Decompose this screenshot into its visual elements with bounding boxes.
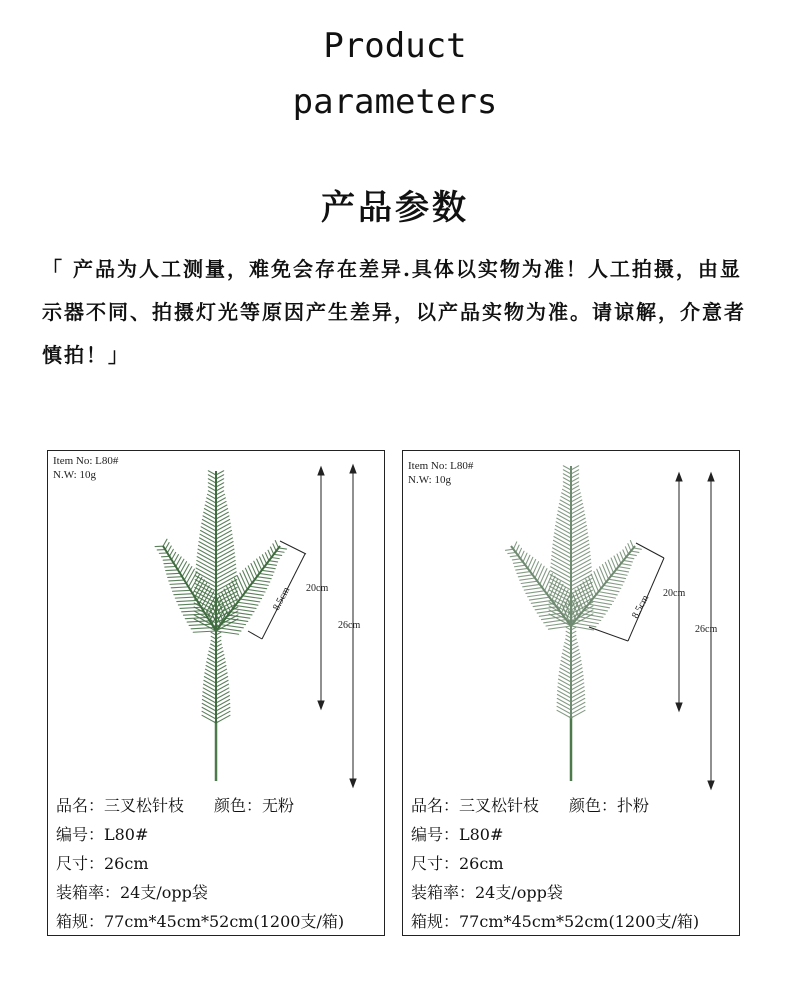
spec-carton: 箱规：77cm*45cm*52cm(1200支/箱) bbox=[411, 912, 700, 931]
item-info bbox=[53, 454, 118, 482]
pine-branch-image bbox=[505, 466, 641, 781]
product-card-left bbox=[47, 450, 385, 936]
title-english-line1: Product bbox=[323, 26, 467, 66]
spec-list bbox=[56, 791, 386, 936]
title-chinese: 产品参数 bbox=[321, 188, 469, 228]
pine-branch-image bbox=[155, 471, 286, 781]
spec-packing: 装箱率：24支/opp袋 bbox=[56, 883, 208, 902]
spec-name-color-row bbox=[411, 791, 741, 820]
item-info bbox=[408, 459, 473, 487]
dimension-branch-line bbox=[248, 541, 306, 639]
spec-color: 颜色：扑粉 bbox=[569, 796, 650, 815]
spec-size: 尺寸：26cm bbox=[411, 854, 504, 873]
dimension-branch-label: 8.5cm bbox=[270, 585, 293, 613]
title-english-line2: parameters bbox=[292, 82, 498, 122]
dimension-total-label: 26cm bbox=[695, 624, 718, 635]
net-weight: N.W: 10g bbox=[408, 474, 451, 486]
spec-code: 编号：L80# bbox=[56, 825, 149, 844]
item-number: Item No: L80# bbox=[53, 455, 119, 467]
spec-name: 品名：三叉松针枝 bbox=[411, 796, 540, 815]
spec-list bbox=[411, 791, 741, 936]
spec-carton: 箱规：77cm*45cm*52cm(1200支/箱) bbox=[56, 912, 345, 931]
dimension-height-label: 20cm bbox=[306, 583, 329, 594]
branch-illustration bbox=[403, 451, 741, 791]
spec-color: 颜色：无粉 bbox=[214, 796, 295, 815]
spec-size: 尺寸：26cm bbox=[56, 854, 149, 873]
spec-packing: 装箱率：24支/opp袋 bbox=[411, 883, 563, 902]
dimension-height-label: 20cm bbox=[663, 588, 686, 599]
net-weight: N.W: 10g bbox=[53, 469, 96, 481]
spec-name-color-row bbox=[56, 791, 386, 820]
spec-code: 编号：L80# bbox=[411, 825, 504, 844]
disclaimer-notice: 「 产品为人工测量，难免会存在差异.具体以实物为准！人工拍摄，由显示器不同、拍摄灯光等原因产生差异，以产品实物为准。请谅解，介意者慎拍！」 bbox=[42, 257, 746, 367]
spec-name: 品名：三叉松针枝 bbox=[56, 796, 185, 815]
dimension-branch-label: 8.5cm bbox=[629, 593, 652, 621]
product-card-right bbox=[402, 450, 740, 936]
dimension-total-label: 26cm bbox=[338, 620, 361, 631]
branch-illustration bbox=[48, 451, 386, 791]
item-number: Item No: L80# bbox=[408, 460, 474, 472]
